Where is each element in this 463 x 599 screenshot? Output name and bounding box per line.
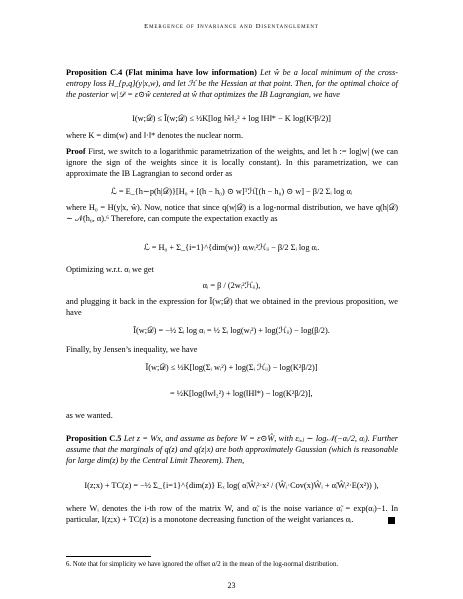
proposition-c4-where: where K = dim(w) and ‖·‖* denotes the nuclear norm. (66, 131, 244, 140)
equation-information-bound: Ĩ(w;𝒟) = −½ Σᵢ log αᵢ = ½ Σᵢ log(wᵢ²) + log(ℋᵢᵢ) − log(β/2). (133, 326, 330, 335)
equation-jensen-step-2: = ½K[log(‖w‖₂²) + log(‖H‖*) − log(K²β/2)], (170, 389, 313, 398)
proposition-c5 (66, 433, 398, 466)
equation-c5-information: I(z;x) + TC(z) = −½ Σ_{i=1}^{dim(z)} Eₓ log( α̃ᵢŴᵢ²·x² / (Ŵᵢ·Cov(x)Ŵᵢ + α̃ᵢŴᵢ²·E(x²)) ), (84, 481, 379, 490)
equation-lagrangian-second-order: ℒ = E_{h∼p(h|𝒟)}[H₀ + [(h − h₀) ⊙ w]ᵀℋ[(h − h₀) ⊙ w] − β/2 Σᵢ log αᵢ (110, 187, 353, 196)
equation-alpha-optimal: αᵢ = β / (2wᵢ²ℋᵢᵢ), (202, 281, 261, 290)
proof-paragraph-1 (66, 146, 398, 179)
footnote: 6. Note that for simplicity we have ignored the offset α/2 in the mean of the log-normal distribution. (66, 561, 339, 568)
equation-c4-bound: I(w;𝒟) ≤ Ĩ(w;𝒟) ≤ ½K[log ‖ŵ‖₂² + log ‖H‖* − K log(K²β/2)] (132, 114, 331, 123)
proposition-c5-heading: Proposition C.5 (66, 434, 122, 443)
proof-paragraph-2: where H₀ = H(y|x, ŵ). Now, notice that since q(w|𝒟) is a log-normal distribution, we have q(h|𝒟) ∼ 𝒩(h₀, α).⁶ Therefore, can compute the expectation exactly as (66, 203, 398, 223)
equation-lagrangian-expectation: ℒ = H₀ + Σ_{i=1}^{dim(w)} αᵢwᵢ²ℋᵢᵢ − β/2 Σᵢ log αᵢ. (143, 243, 320, 252)
page-number: 23 (227, 581, 236, 590)
running-header: Emergence of Invariance and Disentanglement (144, 23, 319, 30)
proposition-c4-heading: Proposition C.4 (Flat minima have low information) (66, 68, 257, 77)
proof-text-1: First, we switch to a logarithmic parametrization of the weights, and let h := log|w| (we can ignore the sign of the weights since it is locally constant). In this parametrization, we can approximate the IB Lagrangian to second order as (66, 147, 399, 178)
equation-jensen-step-1: Ĩ(w;𝒟) ≤ ½K[log(Σᵢ wᵢ²) + log(Σᵢ ℋᵢᵢ) − log(K²β/2)] (145, 363, 318, 372)
footnote-rule (66, 556, 151, 557)
proof-paragraph-3: Optimizing w.r.t. αᵢ we get (66, 265, 154, 274)
proposition-c5-where: where Wᵢ denotes the i-th row of the matrix W, and α̃ᵢ is the noise variance α̃ᵢ = exp(αᵢ)−1. In particular, I(z;x) + TC(z) is a monotone decreasing function of the weight variances αᵢ. (66, 504, 398, 524)
proof-paragraph-5: Finally, by Jensen’s inequality, we have (66, 345, 198, 354)
proposition-c4-statement: Let ŵ be a local minimum of the cross-entropy loss H_{p,q}(y|x,w), and let ℋ be the Hessian at that point. Then, for the optimal choice of the posterior w|𝒟 = ε⊙ŵ centered at ŵ that optimizes the IB Lagrangian, we have (66, 68, 398, 99)
proposition-c4 (66, 67, 398, 100)
proposition-c5-statement: Let z = Wx, and assume as before W = ε⊙Ŵ, with εᵢ,ⱼ ∼ log𝒩(−αᵢ/2, αᵢ). Further assume that the marginals of q(z) and q(z|x) are both approximately Gaussian (which is reasonable for large dim(z) by the Central Limit Theorem). Then, (66, 434, 398, 465)
proof-paragraph-4: and plugging it back in the expression for Ĩ(w;𝒟) that we obtained in the previous proposition, we have (66, 297, 398, 317)
proof-label: Proof (66, 147, 86, 156)
proof-paragraph-6: as we wanted. (66, 411, 113, 420)
